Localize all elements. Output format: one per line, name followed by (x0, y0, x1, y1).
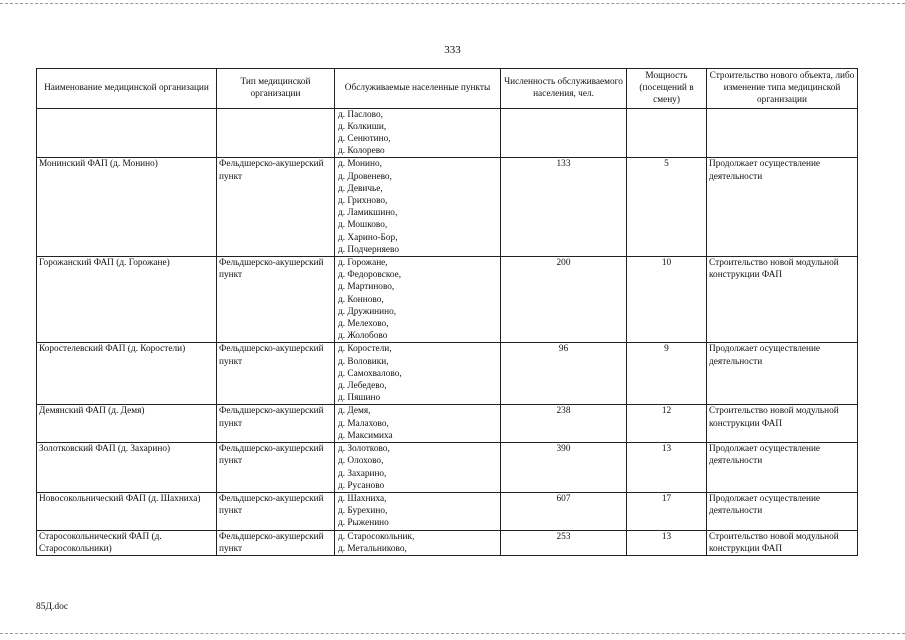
cell-settlements (335, 530, 501, 555)
table-row (37, 492, 858, 530)
header-action: Строительство нового объекта, либо изменение типа медицинской организации (707, 69, 858, 109)
cell-org-name: Золотковский ФАП (д. Захарино) (37, 443, 217, 493)
cell-settlements (335, 492, 501, 530)
settlement-item: д. Грихново, (338, 196, 388, 207)
settlement-item: д. Девичье, (338, 183, 383, 194)
cell-population: 253 (501, 530, 627, 555)
settlement-item: д. Метальниково, (338, 543, 407, 554)
settlement-item: д. Золотково, (338, 444, 390, 455)
settlement-item: д. Конново, (338, 294, 384, 305)
cell-org-name: Горожанский ФАП (д. Горожане) (37, 257, 217, 343)
cell-action: Продолжает осуществление деятельности (707, 443, 858, 493)
settlement-item: д. Демя, (338, 406, 371, 417)
cell-org-type: Фельдшерско-акушерский пункт (217, 257, 335, 343)
settlement-item: д. Сенютино, (338, 134, 391, 145)
cell-org-type (217, 108, 335, 158)
settlement-item: д. Дровенево, (338, 171, 392, 182)
cell-org-name: Новосокольнический ФАП (д. Шахниха) (37, 492, 217, 530)
settlement-item: д. Мошково, (338, 220, 388, 231)
cell-population: 390 (501, 443, 627, 493)
table-row (37, 257, 858, 343)
cell-org-name (37, 108, 217, 158)
settlement-item: д. Рыженино (338, 518, 389, 529)
cell-settlements (335, 257, 501, 343)
cell-population: 96 (501, 343, 627, 405)
settlement-item: д. Мартиново, (338, 282, 395, 293)
cell-settlements (335, 158, 501, 257)
settlement-item: д. Олохово, (338, 456, 384, 467)
settlement-item: д. Самохвалово, (338, 368, 402, 379)
table-body (37, 108, 858, 555)
cell-settlements (335, 405, 501, 443)
cell-org-type: Фельдшерско-акушерский пункт (217, 492, 335, 530)
cell-population (501, 108, 627, 158)
settlement-item: д. Коростели, (338, 344, 392, 355)
table-row (37, 405, 858, 443)
header-org-type: Тип медицинской организации (217, 69, 335, 109)
cell-action: Продолжает осуществление деятельности (707, 158, 858, 257)
cell-capacity: 10 (627, 257, 707, 343)
cell-action: Строительство новой модульной конструкции ФАП (707, 405, 858, 443)
cell-org-name: Монинский ФАП (д. Монино) (37, 158, 217, 257)
table-row (37, 158, 858, 257)
cell-org-name: Коростелевский ФАП (д. Коростели) (37, 343, 217, 405)
settlement-item: д. Пяшино (338, 393, 381, 404)
cell-population: 238 (501, 405, 627, 443)
settlement-item: д. Ламикшино, (338, 208, 398, 219)
settlement-item: д. Федоровское, (338, 270, 402, 281)
table-row (37, 108, 858, 158)
header-population: Численность обслуживаемого населения, чел. (501, 69, 627, 109)
cell-capacity: 13 (627, 443, 707, 493)
settlement-item: д. Подчерняево (338, 244, 400, 255)
settlement-item: д. Дружинино, (338, 306, 397, 317)
settlement-item: д. Жолобово (338, 331, 388, 342)
cell-action: Строительство новой модульной конструкции ФАП (707, 530, 858, 555)
cell-capacity: 13 (627, 530, 707, 555)
settlement-item: д. Шахниха, (338, 493, 387, 504)
settlement-item: д. Паслово, (338, 109, 383, 120)
cell-action: Продолжает осуществление деятельности (707, 343, 858, 405)
table-row (37, 443, 858, 493)
medical-organizations-table (36, 68, 858, 556)
page-number: 333 (444, 44, 461, 56)
cell-settlements (335, 108, 501, 158)
cell-capacity: 5 (627, 158, 707, 257)
cell-capacity: 9 (627, 343, 707, 405)
cell-population: 133 (501, 158, 627, 257)
settlement-item: д. Русаново (338, 480, 385, 491)
cell-org-type: Фельдшерско-акушерский пункт (217, 530, 335, 555)
table-row (37, 530, 858, 555)
cell-org-type: Фельдшерско-акушерский пункт (217, 158, 335, 257)
settlement-item: д. Малахово, (338, 418, 389, 429)
cell-org-type: Фельдшерско-акушерский пункт (217, 443, 335, 493)
settlement-item: д. Колкиши, (338, 121, 387, 132)
settlement-item: д. Максимиха (338, 430, 393, 441)
settlement-item: д. Монино, (338, 159, 382, 170)
cell-action (707, 108, 858, 158)
cell-action: Строительство новой модульной конструкции ФАП (707, 257, 858, 343)
cell-capacity: 17 (627, 492, 707, 530)
cell-settlements (335, 343, 501, 405)
page-edge-top (0, 3, 905, 4)
settlement-item: д. Горожане, (338, 258, 388, 269)
cell-population: 200 (501, 257, 627, 343)
settlement-item: д. Захарино, (338, 468, 387, 479)
header-settlements: Обслуживаемые населенные пункты (335, 69, 501, 109)
cell-population: 607 (501, 492, 627, 530)
cell-capacity (627, 108, 707, 158)
cell-org-type: Фельдшерско-акушерский пункт (217, 343, 335, 405)
settlement-item: д. Бурехино, (338, 506, 388, 517)
table-header-row (37, 69, 858, 109)
settlement-item: д. Колорево (338, 146, 385, 157)
footer-file-name: 85Д.doc (36, 602, 69, 612)
cell-org-name: Старосокольнический ФАП (д. Старосокольники) (37, 530, 217, 555)
cell-settlements (335, 443, 501, 493)
header-capacity: Мощность (посещений в смену) (627, 69, 707, 109)
settlement-item: д. Воловики, (338, 356, 389, 367)
cell-capacity: 12 (627, 405, 707, 443)
cell-org-name: Демянский ФАП (д. Демя) (37, 405, 217, 443)
table-row (37, 343, 858, 405)
settlement-item: д. Лебедево, (338, 381, 387, 392)
cell-org-type: Фельдшерско-акушерский пункт (217, 405, 335, 443)
settlement-item: д. Старосокольник, (338, 531, 415, 542)
header-org-name: Наименование медицинской организации (37, 69, 217, 109)
cell-action: Продолжает осуществление деятельности (707, 492, 858, 530)
settlement-item: д. Мелехово, (338, 319, 389, 330)
page-edge-bottom (0, 633, 905, 634)
settlement-item: д. Харино-Бор, (338, 232, 398, 243)
